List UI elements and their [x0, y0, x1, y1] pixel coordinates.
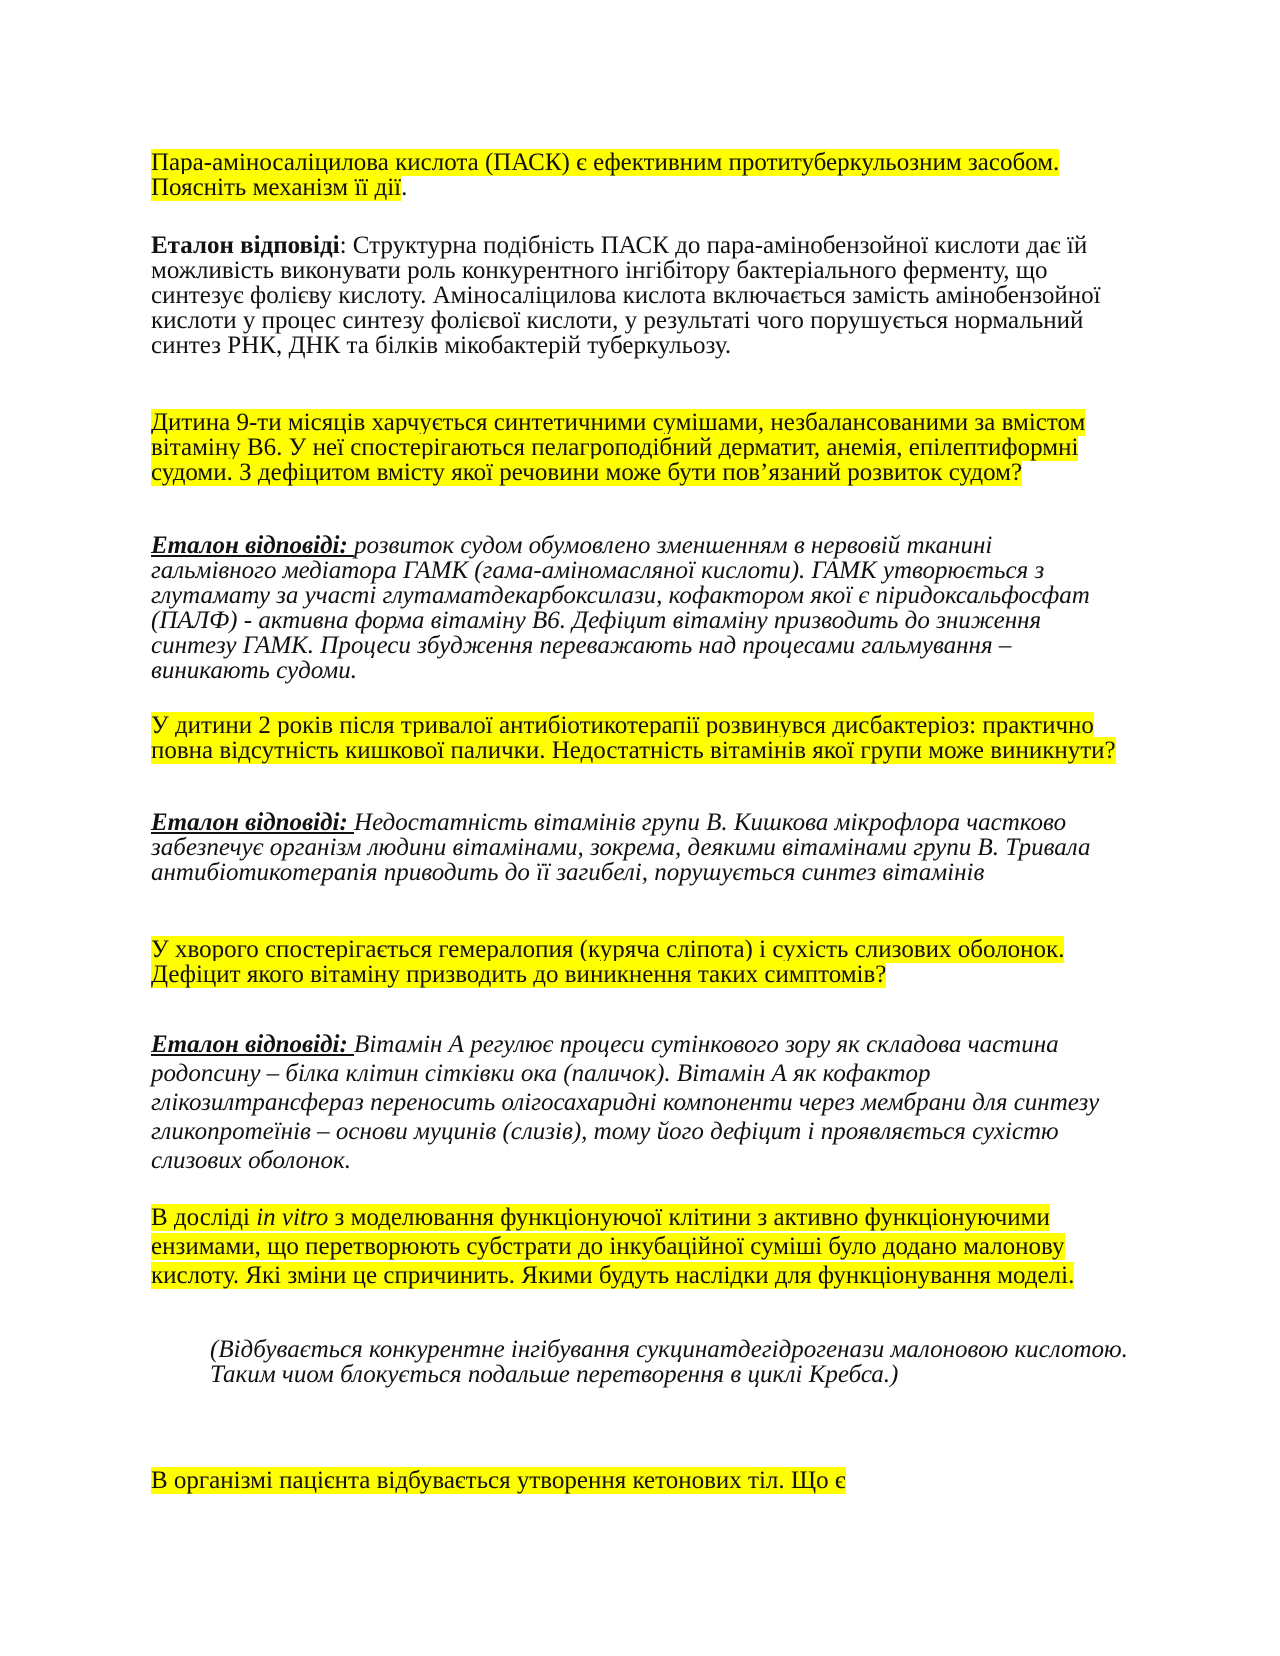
question-3 [151, 713, 1121, 763]
question-6 [151, 1468, 1121, 1493]
question-2 [151, 410, 1121, 485]
answer-1-label: Еталон відповіді [151, 232, 340, 259]
answer-2-label: Еталон відповіді: [151, 532, 355, 559]
question-2-text: Дитина 9-ти місяців харчується синтетичними сумішами, незбалансованими за вмістом вітаміну В6. У неї спостерігаються пелагроподібний дерматит, анемія, епілептиформні судоми. З дефіцитом вмісту якої речовини може бути пов’язаний розвиток судом? [151, 409, 1086, 486]
answer-3-label: Еталон відповіді: [151, 809, 355, 836]
answer-2-text: розвиток судом обумовлено зменшенням в нервовій тканині гальмівного медіатора ГАМК (гама-аміномасляної кислоти). ГАМК утворюється з глутамату за участі глутаматдекарбоксилази, кофактором якої є піридоксальфосфат (ПАЛФ) - активна форма вітаміну В6. Дефіцит вітаміну призводить до зниження синтезу ГАМК. Процеси збудження переважають над процесами гальмування – виникають судоми. [151, 532, 1090, 684]
answer-2 [151, 533, 1121, 683]
question-1-end: . [401, 174, 408, 201]
question-3-text: У дитини 2 років після тривалої антибіотикотерапії розвинувся дисбактеріоз: практично повна відсутність кишкової палички. Недостатність вітамінів якої групи може виникнути? [151, 712, 1116, 764]
question-4 [151, 937, 1121, 987]
question-5-italic: in vitro [256, 1204, 329, 1231]
question-6-text: В організмі пацієнта відбувається утворення кетонових тіл. Що є [151, 1467, 846, 1494]
question-4-text: У хворого спостерігається гемералопия (куряча сліпота) і сухість слизових оболонок. Дефіцит якого вітаміну призводить до виникнення таких симптомів? [151, 936, 1065, 988]
question-5-rest: з моделювання функціонуючої клітини з активно функціонуючими ензимами, що перетворюють субстрати до інкубаційної суміші було додано малонову кислоту. Які зміни це спричинить. Якими будуть наслідки для функціонування моделі. [151, 1204, 1075, 1289]
answer-5-text: (Відбувається конкурентне інгібування сукцинатдегідрогенази малоновою кислотою. Таким чиом блокується подальше перетворення в циклі Кребса.) [210, 1336, 1128, 1388]
answer-4 [151, 1030, 1121, 1175]
question-5 [151, 1203, 1121, 1290]
answer-4-label: Еталон відповіді: [151, 1031, 355, 1058]
answer-3-text: Недостатність вітамінів групи В. Кишкова мікрофлора частково забезпечує організм людини вітамінами, зокрема, деякими вітамінами групи В. Тривала антибіотикотерапія приводить до її загибелі, порушується синтез вітамінів [151, 809, 1091, 886]
answer-4-text: Вітамін А регулює процеси сутінкового зору як складова частина родопсину – білка клітин сітківки ока (паличок). Вітамін А як кофактор глікозилтрансфераз переносить олігосахаридні компоненти через мембрани для синтезу гликопротеїнів – основи муцинів (слизів), тому його дефіцит і проявляється сухістю слизових оболонок. [151, 1031, 1100, 1174]
answer-1 [151, 233, 1121, 358]
question-1-text: Пара-аміносаліцилова кислота (ПАСК) є ефективним протитуберкульозним засобом. Поясніть механізм її дії [151, 149, 1060, 201]
answer-3 [151, 810, 1121, 885]
answer-5 [210, 1337, 1130, 1387]
question-1 [151, 150, 1121, 200]
answer-1-text: : Структурна подібність ПАСК до пара-амінобензойної кислоти дає їй можливість виконувати роль конкурентного інгібітору бактеріального ферменту, що синтезує фолієву кислоту. Аміносаліцилова кислота включається замість амінобензойної кислоти у процес синтезу фолієвої кислоти, у результаті чого порушується нормальний синтез РНК, ДНК та білків мікобактерій туберкульозу. [151, 232, 1101, 359]
question-5-start: В досліді [151, 1204, 257, 1231]
